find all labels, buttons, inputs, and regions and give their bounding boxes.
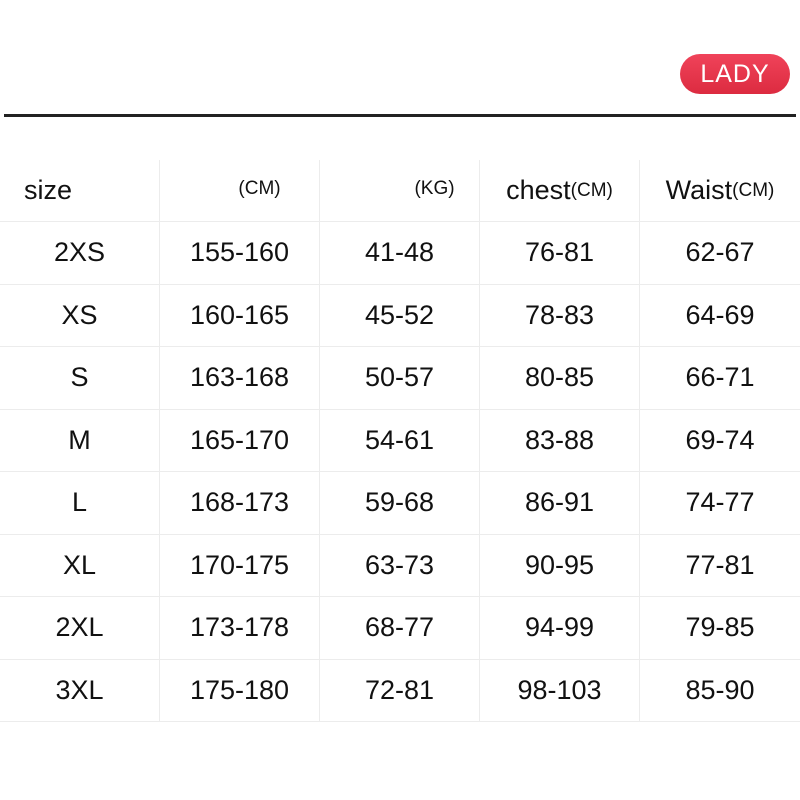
weight-cell: 72-81 bbox=[320, 660, 480, 722]
height-cell: 155-160 bbox=[160, 222, 320, 284]
weight-cell: 59-68 bbox=[320, 472, 480, 534]
chest-cell: 80-85 bbox=[480, 347, 640, 409]
waist-cell: 66-71 bbox=[685, 362, 755, 393]
size-cell: XS bbox=[0, 285, 160, 347]
table-row bbox=[0, 535, 800, 598]
chest-cell: 90-95 bbox=[480, 535, 640, 597]
size-chart-table bbox=[0, 160, 800, 722]
table-row bbox=[0, 347, 800, 410]
lady-badge: LADY bbox=[680, 54, 790, 94]
waist-cell: 77-81 bbox=[685, 549, 755, 580]
header-height bbox=[160, 160, 320, 221]
chest-cell: 78-83 bbox=[480, 285, 640, 347]
size-cell: 2XL bbox=[0, 597, 160, 659]
table-row bbox=[0, 285, 800, 348]
table-row bbox=[0, 597, 800, 660]
height-cell: 165-170 bbox=[160, 410, 320, 472]
weight-cell: 50-57 bbox=[320, 347, 480, 409]
waist-cell: 64-69 bbox=[685, 299, 755, 330]
chest-cell: 98-103 bbox=[480, 660, 640, 722]
size-cell: 2XS bbox=[0, 222, 160, 284]
chest-cell: 94-99 bbox=[480, 597, 640, 659]
chest-cell: 83-88 bbox=[480, 410, 640, 472]
waist-cell: 79-85 bbox=[685, 612, 755, 643]
weight-cell: 41-48 bbox=[320, 222, 480, 284]
header-chest-label: chest bbox=[506, 175, 571, 205]
header-height-unit: (CM) bbox=[238, 178, 281, 199]
header-weight bbox=[320, 160, 480, 221]
chest-cell: 76-81 bbox=[480, 222, 640, 284]
table-header-row bbox=[0, 160, 800, 222]
waist-cell: 62-67 bbox=[685, 237, 755, 268]
header-divider bbox=[4, 114, 796, 117]
height-cell: 175-180 bbox=[160, 660, 320, 722]
chest-cell: 86-91 bbox=[480, 472, 640, 534]
table-row bbox=[0, 660, 800, 723]
size-cell: S bbox=[0, 347, 160, 409]
height-cell: 173-178 bbox=[160, 597, 320, 659]
size-cell: M bbox=[0, 410, 160, 472]
header-size bbox=[0, 160, 160, 221]
header-waist bbox=[640, 160, 800, 221]
table-row bbox=[0, 410, 800, 473]
header-weight-unit: (KG) bbox=[414, 178, 455, 199]
header-size-label: size bbox=[24, 175, 73, 205]
table-row bbox=[0, 472, 800, 535]
header-chest bbox=[480, 160, 640, 221]
waist-cell: 69-74 bbox=[685, 424, 755, 455]
weight-cell: 45-52 bbox=[320, 285, 480, 347]
header-chest-unit: (CM) bbox=[570, 179, 613, 201]
height-cell: 160-165 bbox=[160, 285, 320, 347]
header-waist-label: Waist bbox=[665, 175, 733, 205]
height-cell: 163-168 bbox=[160, 347, 320, 409]
weight-cell: 63-73 bbox=[320, 535, 480, 597]
height-cell: 170-175 bbox=[160, 535, 320, 597]
size-cell: XL bbox=[0, 535, 160, 597]
height-cell: 168-173 bbox=[160, 472, 320, 534]
waist-cell: 74-77 bbox=[685, 487, 755, 518]
table-row bbox=[0, 222, 800, 285]
weight-cell: 68-77 bbox=[320, 597, 480, 659]
weight-cell: 54-61 bbox=[320, 410, 480, 472]
waist-cell: 85-90 bbox=[685, 674, 755, 705]
size-cell: L bbox=[0, 472, 160, 534]
header-waist-unit: (CM) bbox=[732, 179, 775, 201]
size-cell: 3XL bbox=[0, 660, 160, 722]
